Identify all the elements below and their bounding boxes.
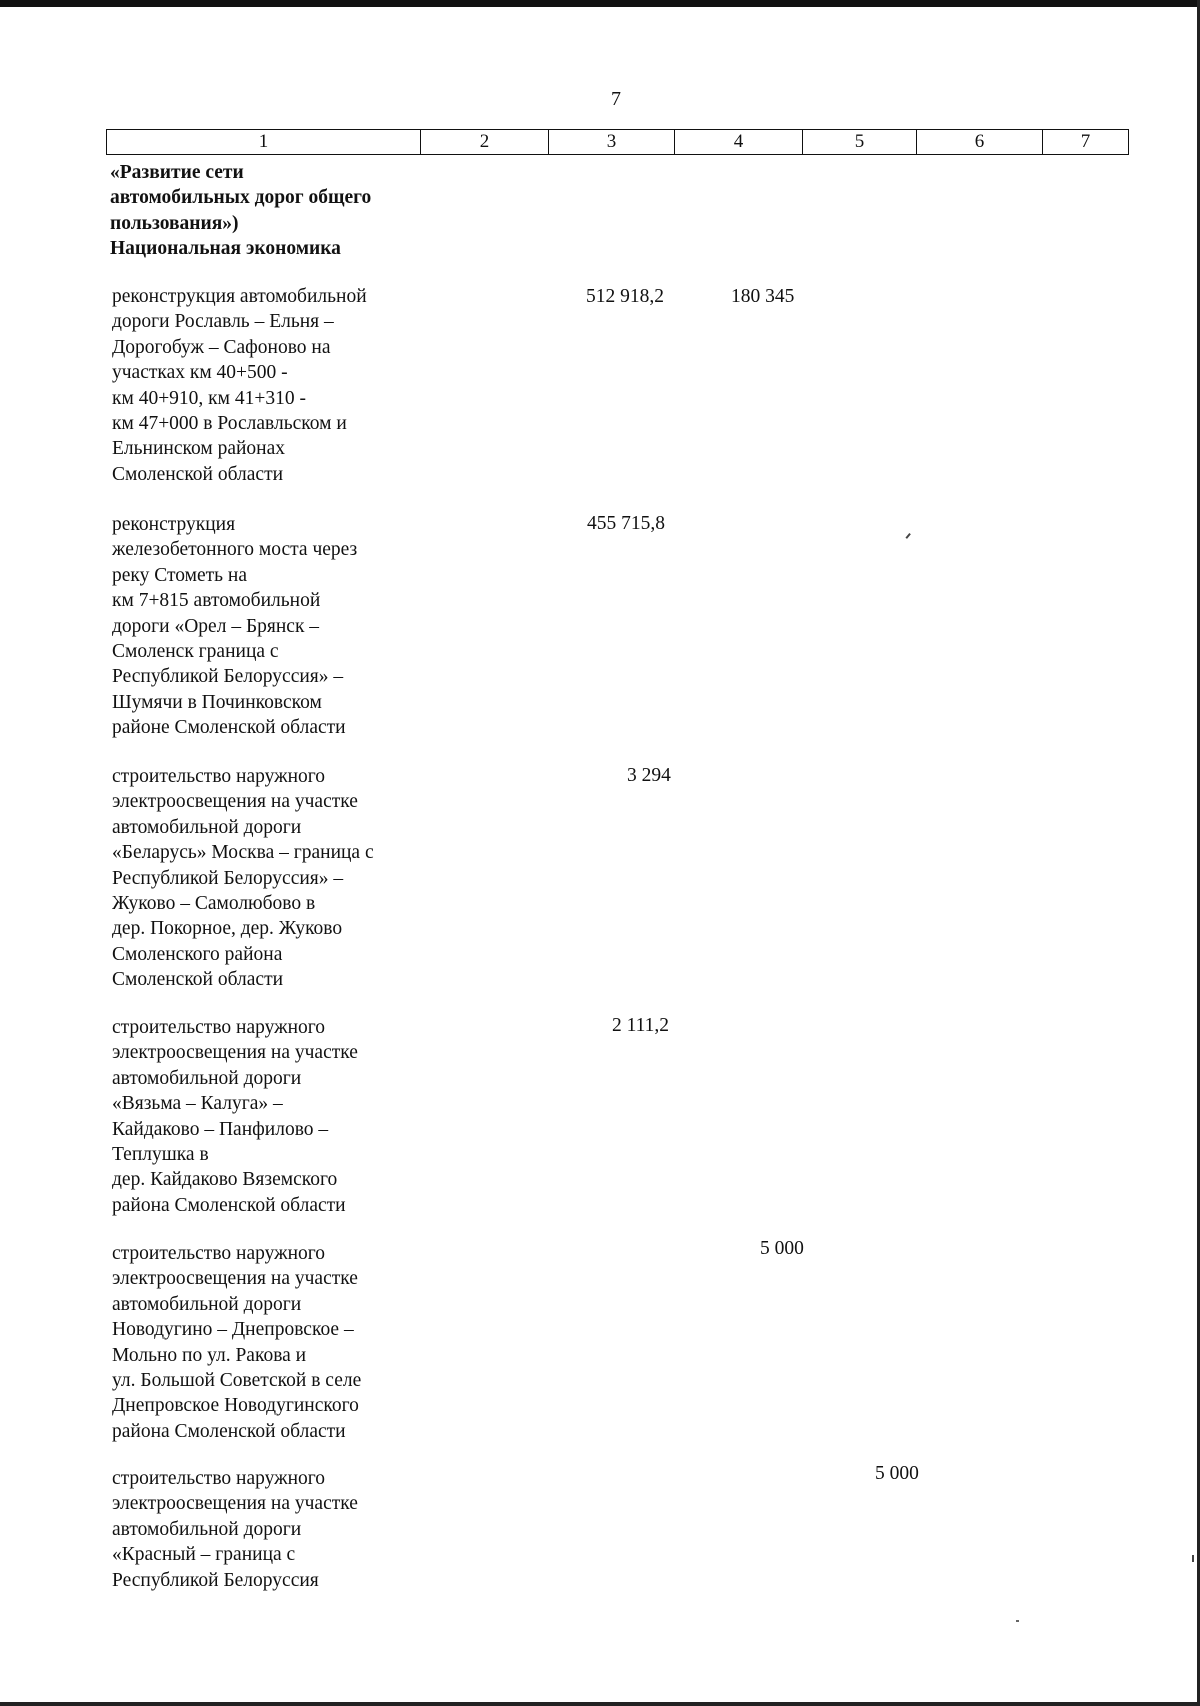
- column-number-3: 3: [549, 130, 675, 155]
- row-1-col4-value: 180 345: [731, 286, 795, 307]
- row-5-description: строительство наружного электроосвещения на участке автомобильной дороги Новодугино – Днепровское – Мольно по ул. Ракова и ул. Большой Советской в селе Днепровское Новодугинского района Смоленской области: [112, 1243, 362, 1442]
- column-number-6: 6: [917, 130, 1043, 155]
- row-1-col3-value: 512 918,2: [586, 286, 664, 307]
- scan-speck: [1192, 1555, 1194, 1562]
- column-number-header: [106, 129, 1129, 155]
- column-number-5: 5: [803, 130, 917, 155]
- scan-speck: [1016, 1620, 1019, 1622]
- row-1-description: реконструкция автомобильной дороги Рославль – Ельня – Дорогобуж – Сафоново на участках км 40+500 - км 40+910, км 41+310 - км 47+000 в Рославльском и Ельнинском районах Смоленской области: [112, 286, 367, 485]
- row-4-col3-value: 2 111,2: [612, 1015, 670, 1036]
- row-5-col4-value: 5 000: [760, 1238, 804, 1259]
- column-number-1: 1: [107, 130, 421, 155]
- scan-border-top: [0, 0, 1200, 7]
- row-6-col5-value: 5 000: [875, 1463, 919, 1484]
- scan-border-bottom: [0, 1702, 1200, 1706]
- row-3-col3-value: 3 294: [627, 765, 671, 786]
- pen-mark: [905, 533, 910, 539]
- row-3-description: строительство наружного электроосвещения на участке автомобильной дороги «Беларусь» Москва – граница с Республикой Белоруссия» – Жуково – Самолюбово в дер. Покорное, дер. Жуково Смоленского района Смоленской области: [112, 766, 374, 991]
- section-title: «Развитие сети автомобильных дорог общего пользования») Национальная экономика: [110, 162, 372, 260]
- column-number-4: 4: [675, 130, 803, 155]
- row-2-description: реконструкция железобетонного моста через реку Стометь на км 7+815 автомобильной дороги «Орел – Брянск – Смоленск граница с Республикой Белоруссия» – Шумячи в Починковском районе Смоленской области: [112, 514, 358, 739]
- row-2-col3-value: 455 715,8: [587, 513, 665, 534]
- row-6-description: строительство наружного электроосвещения на участке автомобильной дороги «Красный – граница с Республикой Белоруссия: [112, 1468, 358, 1591]
- column-number-2: 2: [421, 130, 549, 155]
- column-number-7: 7: [1043, 130, 1129, 155]
- page-number: 7: [611, 88, 621, 110]
- row-4-description: строительство наружного электроосвещения на участке автомобильной дороги «Вязьма – Калуга» – Кайдаково – Панфилово – Теплушка в дер. Кайдаково Вяземского района Смоленской области: [112, 1017, 358, 1216]
